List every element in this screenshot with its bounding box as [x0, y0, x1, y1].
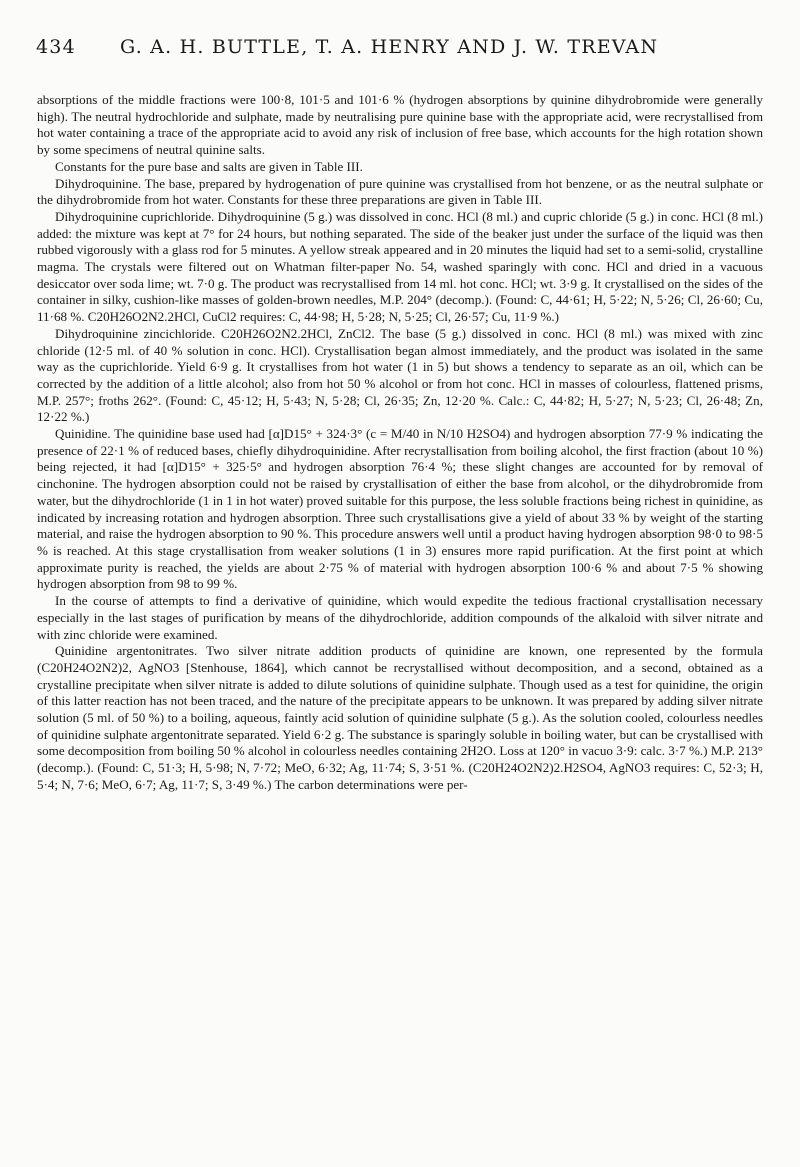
paragraph: Dihydroquinine cuprichloride. Dihydroquinine (5 g.) was dissolved in conc. HCl (8 ml.) and cupric chloride (5 g.) in conc. HCl (8 ml.) added: the mixture was kept at 7° for 24 hours, but nothing separated. The side of the beaker just under the surface of the liquid was then rubbed vigorously with a glass rod for 5 minutes. A yellow streak appeared and in 20 minutes the liquid had set to a semi-solid, crystalline magma. The crystals were filtered out on Whatman filter-paper No. 54, washed sparingly with conc. HCl and dried in a vacuous desiccator over soda lime; wt. 7·0 g. The product was recrystallised from 14 ml. hot conc. HCl; wt. 3·9 g. It crystallised on the sides of the container in silky, cushion-like masses of golden-brown needles, M.P. 204° (decomp.). (Found: C, 44·61; H, 5·22; N, 5·26; Cl, 26·60; Cu, 11·68 %. C20H26O2N2.2HCl, CuCl2 requires: C, 44·98; H, 5·28; N, 5·25; Cl, 26·57; Cu, 11·9 %.) — [37, 208, 763, 325]
paragraph: absorptions of the middle fractions were 100·8, 101·5 and 101·6 % (hydrogen absorptions by quinine dihydrobromide were generally high). The neutral hydrochloride and sulphate, made by neutralising pure quinine base with the appropriate acid, were recrystallised from hot water containing a trace of the appropriate acid to avoid any risk of inclusion of free base, which accounts for the high rotation shown by some specimens of neutral quinine salts. — [37, 92, 763, 158]
running-header-authors: G. A. H. BUTTLE, T. A. HENRY AND J. W. TREVAN — [120, 36, 659, 58]
article-body — [37, 92, 763, 1155]
paragraph: Quinidine. The quinidine base used had [α]D15° + 324·3° (c = M/40 in N/10 H2SO4) and hydrogen absorption 77·9 % indicating the presence of 22·1 % of reduced bases, chiefly dihydroquinidine. After recrystallisation from boiling alcohol, the first fraction (about 10 %) being rejected, it had [α]D15° + 325·5° and hydrogen absorption 76·4 %; these slight changes are accounted for by removal of cinchonine. The hydrogen absorption could not be raised by crystallisation of either the base from alcohol, or the dihydrobromide from water, but the dihydrochloride (1 in 1 in hot water) proved suitable for this purpose, the less soluble fractions being richest in quinidine, as indicated by increasing rotation and hydrogen absorption. Three such crystallisations give a yield of about 33 % by weight of the starting material, and raise the hydrogen absorption to 90 %. This procedure answers well until a product having hydrogen absorption 98·0 to 98·5 % is reached. At this stage crystallisation from weaker solutions (1 in 3) ensures more rapid purification. At the first point at which approximate purity is reached, the yields are about 2·75 % of material with hydrogen absorption 100·6 % and about 7·5 % showing hydrogen absorption from 98 to 99 %. — [37, 426, 763, 592]
running-header — [28, 30, 772, 70]
page-number: 434 — [36, 36, 76, 58]
paragraph: Constants for the pure base and salts are given in Table III. — [55, 158, 363, 174]
paragraph: Dihydroquinine zincichloride. C20H26O2N2.2HCl, ZnCl2. The base (5 g.) dissolved in conc. HCl (8 ml.) was mixed with zinc chloride (12·5 ml. of 40 % solution in conc. HCl). Crystallisation began almost immediately, and the product was isolated in the same way as the cuprichloride. Yield 6·9 g. It crystallises from hot water (1 in 5) but shows a tendency to separate as an oil, which can be corrected by the addition of a little alcohol; also from hot 50 % alcohol or from hot conc. HCl in masses of colourless, flattened prisms, M.P. 257°; froths 262°. (Found: C, 45·12; H, 5·43; N, 5·28; Cl, 26·35; Zn, 12·20 %. Calc.: C, 44·82; H, 5·27; N, 5·23; Cl, 26·48; Zn, 12·22 %.) — [37, 325, 763, 425]
paragraph: Quinidine argentonitrates. Two silver nitrate addition products of quinidine are known, one represented by the formula (C20H24O2N2)2, AgNO3 [Stenhouse, 1864], which cannot be recrystallised without decomposition, and a second, obtained as a crystalline precipitate when silver nitrate is added to dilute solutions of quinidine sulphate. Though used as a test for quinidine, the origin of this latter reaction has not been traced, and the nature of the precipitate appears to be unknown. It was prepared by adding silver nitrate solution (5 ml. of 50 %) to a boiling, aqueous, faintly acid solution of quinidine sulphate (5 g.). As the solution cooled, colourless needles of quinidine sulphate argentonitrate separated. Yield 6·2 g. The substance is sparingly soluble in boiling water, but can be crystallised with some decomposition from boiling 50 % alcohol in colourless needles containing 2H2O. Loss at 120° in vacuo 3·9: calc. 3·7 %.) M.P. 213° (decomp.). (Found: C, 51·3; H, 5·98; N, 7·72; MeO, 6·32; Ag, 11·74; S, 3·51 %. (C20H24O2N2)2.H2SO4, AgNO3 requires: C, 52·3; H, 5·4; N, 7·6; MeO, 6·7; Ag, 11·7; S, 3·49 %.) The carbon determinations were per- — [37, 643, 763, 792]
paragraph: Dihydroquinine. The base, prepared by hydrogenation of pure quinine was crystallised from hot benzene, or as the neutral sulphate or the dihydrobromide from hot water. Constants for these three preparations are given in Table III. — [37, 175, 763, 208]
paragraph: In the course of attempts to find a derivative of quinidine, which would expedite the tedious fractional crystallisation necessary especially in the last stages of purification by means of the dihydrochloride, addition compounds of the alkaloid with silver nitrate and with zinc chloride were examined. — [37, 593, 763, 642]
